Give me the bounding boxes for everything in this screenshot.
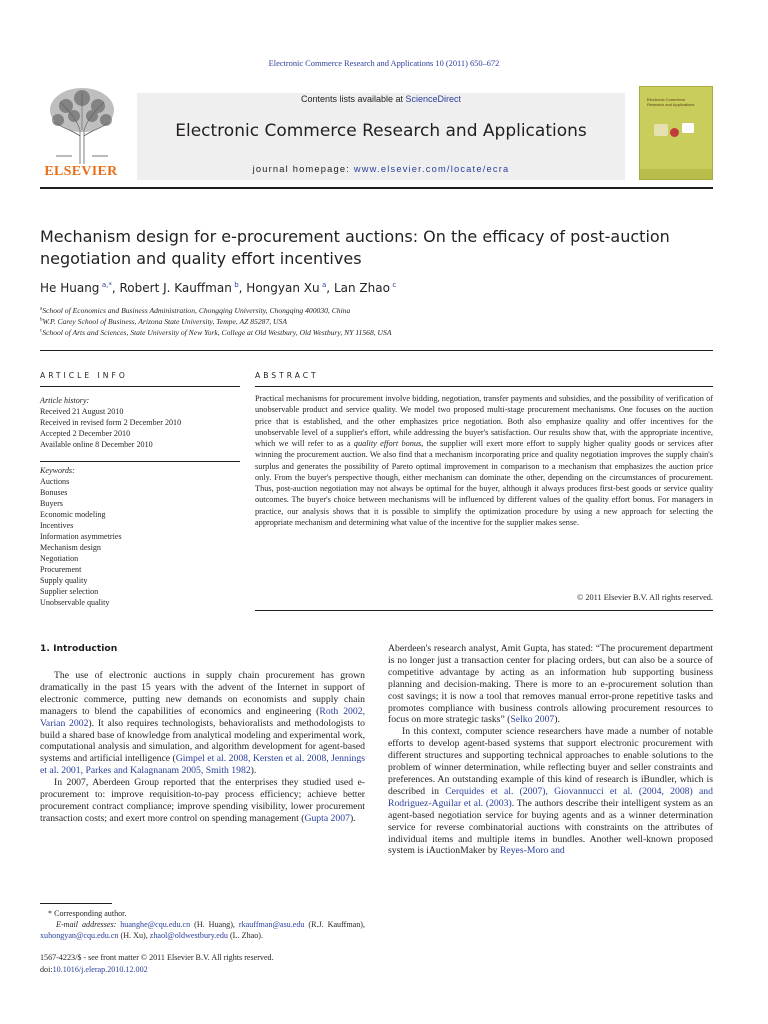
sciencedirect-link[interactable]: ScienceDirect [405, 94, 462, 104]
journal-citation[interactable]: Electronic Commerce Research and Applications 10 (2011) 650–672 [268, 59, 500, 68]
journal-homepage-link[interactable]: www.elsevier.com/locate/ecra [353, 164, 510, 174]
affiliation [40, 306, 720, 315]
keyword: Negotiation [40, 554, 79, 563]
keywords-label: Keywords: [40, 466, 75, 475]
affiliation-text: School of Arts and Sciences, State University of New York, College at Old Westbury, Old Westbury, NY 11568, USA [42, 328, 392, 337]
paragraph: In this context, computer science researchers have made a number of notable efforts to develop agent-based systems that support electronic procurement with different structures and supporting technical approaches to enable solutions to the problem of winner determination, while reflecting buyer and seller constraints and preferences. An outstanding example of this kind of research is iBundler, which is described in Cerquides et al. (2007), Giovannucci et al. (2004, 2008) and Rodriguez-Aguilar et al. (2003). The authors describe their intelligent system as an agent-based negotiation service for buying agents and as a winner determination service for reverse combinatorial auctions with constraints on the attributes of individual items and multiple items in bundles. Another well-known proposed system is iAuctionMaker by Reyes-Moro and [388, 726, 714, 857]
history-item: Accepted 2 December 2010 [40, 429, 131, 438]
keyword: Bonuses [40, 488, 68, 497]
article-info-heading: ARTICLE INFO [40, 371, 128, 380]
affiliation-text: W.P. Carey School of Business, Arizona State University, Tempe, AZ 85287, USA [42, 317, 287, 326]
footnote-rule [40, 903, 112, 904]
journal-name: Electronic Commerce Research and Applications [175, 121, 587, 141]
email-addresses: E-mail addresses: huanghe@cqu.edu.cn (H. Huang), rkauffman@asu.edu (R.J. Kauffman), xuhongyan@cqu.edu.cn (H. Xu), zhaol@oldwestbury.edu (L. Zhao). [40, 920, 365, 940]
citation-link[interactable]: Gupta 2007 [304, 812, 350, 824]
journal-homepage [137, 164, 625, 174]
article-info-rule [40, 386, 240, 387]
keyword: Supply quality [40, 576, 88, 585]
journal-cover-thumbnail[interactable] [639, 86, 713, 180]
keyword: Incentives [40, 521, 74, 530]
abstract-part: , the supplier will exert more effort to supply higher quality goods or services after winning the procurement auction. We also find that a mechanism incorporating price and quality negotiation improves the supply chain's surplus and generates the possibility of Pareto optimal improvement in comparison to a mechanism that emphasizes the auction price only. From the buyer's perspective though, either mechanism can dominate the other, depending on the circumstances of procurement. Thus, post-auction negotiation may not always be optimal for the buyer, although it always produces first-best goods or service quality outcomes. The buyer's choice between mechanisms will be influenced by different values of the quality effort bonus. For managers in practice, our analysis shows that it is possible to simplify the optimization procedure by using a new approach for selecting the appropriate mechanism and determining what value of the incentive for the supplier makes sense. [255, 439, 713, 527]
author-name: He Huang [40, 281, 100, 295]
author-marks[interactable]: c [392, 281, 397, 289]
journal-homepage-prefix: journal homepage: [252, 164, 354, 174]
author-marks[interactable]: a,* [101, 281, 112, 289]
affiliation [40, 317, 720, 326]
author-marks[interactable]: b [234, 281, 239, 289]
footnote [40, 908, 365, 941]
author-name: Hongyan Xu [246, 281, 320, 295]
history-label: Article history: [40, 396, 90, 405]
paragraph: In 2007, Aberdeen Group reported that the enterprises they studied used e-procurement to: improve requisition-to-pay process efficiency; achieve better procurement contract compliance; improve spending visibility, lower procurement transaction costs; and exert more control on spending management (Gupta 2007). [40, 777, 365, 824]
citation-link[interactable]: Roth 2002, Varian 2002 [40, 705, 366, 729]
affiliation-mark: a [40, 306, 43, 312]
abstract-bottom-rule [255, 610, 713, 611]
keywords-rule [40, 461, 240, 462]
citation-link[interactable]: Selko 2007 [510, 714, 555, 726]
keyword: Supplier selection [40, 587, 99, 596]
elsevier-tree-logo [46, 86, 118, 164]
issn-line: 1567-4223/$ - see front matter © 2011 Elsevier B.V. All rights reserved. [40, 953, 274, 962]
section-heading-introduction: 1. Introduction [40, 643, 118, 654]
abstract-copyright: © 2011 Elsevier B.V. All rights reserved. [576, 593, 713, 602]
doi-line: doi:10.1016/j.elerap.2010.12.002 [40, 965, 148, 974]
affiliation [40, 328, 720, 337]
abstract-text [255, 393, 713, 528]
title-line-2: negotiation and quality effort incentives [40, 249, 362, 268]
keyword: Economic modeling [40, 510, 106, 519]
title-block-rule [40, 350, 713, 351]
keyword: Procurement [40, 565, 82, 574]
doi-link[interactable]: 10.1016/j.elerap.2010.12.002 [52, 965, 148, 974]
keyword: Buyers [40, 499, 63, 508]
title-line-1: Mechanism design for e-procurement auctions: On the efficacy of post-auction [40, 227, 670, 246]
keyword: Auctions [40, 477, 70, 486]
author-name: Robert J. Kauffman [119, 281, 232, 295]
citation-link[interactable]: Reyes-Moro and [499, 845, 565, 857]
author-marks[interactable]: a [322, 281, 327, 289]
affiliation-mark: c [40, 328, 43, 334]
affiliation-mark: b [40, 317, 43, 323]
affiliation-text: School of Economics and Business Administration, Chongqing University, Chongqing 400030, China [42, 306, 351, 315]
author-name: Lan Zhao [333, 281, 390, 295]
keywords [40, 465, 240, 608]
contents-prefix: Contents lists available at [300, 94, 406, 104]
abstract-heading: ABSTRACT [255, 371, 319, 380]
email-link[interactable]: xuhongyan@cqu.edu.cn [40, 931, 119, 940]
keyword: Information asymmetries [40, 532, 122, 541]
citation-link[interactable]: Gimpel et al. 2008, Kersten et al. 2008, Jennings et al. 2001, Parkes and Kalagnanam 2005, Smith 1982 [40, 753, 365, 777]
article-history [40, 395, 240, 450]
cover-title: Electronic Commerce Research and Applications [647, 97, 695, 107]
history-item: Available online 8 December 2010 [40, 440, 153, 449]
abstract-italic-term: quality effort bonus [353, 439, 422, 448]
history-item: Received in revised form 2 December 2010 [40, 418, 182, 427]
keyword: Mechanism design [40, 543, 101, 552]
email-label: E-mail addresses: [56, 920, 117, 929]
paragraph: Aberdeen's research analyst, Amit Gupta, has stated: “The procurement department is no longer just a transaction center for placing orders, but can also be a source of competitive advantage by acting as an information hub supporting business planning and decision-making. There is more to an e-procurement solution than cost savings; it is now a tool that removes manual error-prone repetitive tasks and promotes compliance with business controls allowing procurement resources to focus on more strategic tasks” (Selko 2007). [388, 643, 713, 726]
abstract-part: Practical mechanisms for procurement involve bidding, negotiation, transfer payments and subsidies, and the possibility of verification of unobservable product and service quality. We model two proposed multi-stage procurement mechanisms. One focuses on the auction price that is established, and the other emphasizes price negotiation. Both also emphasize quality and offer incentives for the unobservable level of a supplier's effort, while addressing the buyer's satisfaction. Our results show that, with the appropriate incentive, which we will refer to as a [255, 394, 713, 448]
email-link[interactable]: huanghe@cqu.edu.cn [120, 920, 191, 929]
corresponding-author-note: * Corresponding author. [48, 909, 127, 918]
paragraph: The use of electronic auctions in supply chain procurement has grown dramatically in the past 15 years with the advent of the Internet in support of electronic commerce, putting new demands on economists and supply chain managers to blend the capabilities of economics and engineering (Roth 2002, Varian 2002). It also requires technologists, behavioralists and methodologists to build a shared base of knowledge from analytical modeling and experimental work, computational analysis and simulation, and algorithm development for agent-based systems and artificial intelligence (Gimpel et al. 2008, Kersten et al. 2008, Jennings et al. 2001, Parkes and Kalagnanam 2005, Smith 1982). [40, 670, 366, 777]
front-matter [40, 952, 370, 976]
email-link[interactable]: zhaol@oldwestbury.edu [149, 931, 228, 940]
citation-link[interactable]: Cerquides et al. (2007), Giovannucci et al. (2004, 2008) and Rodriguez-Aguilar et al. (2003) [388, 785, 713, 809]
body-column-right [388, 643, 713, 857]
history-item: Received 21 August 2010 [40, 407, 124, 416]
email-link[interactable]: rkauffman@asu.edu [238, 920, 305, 929]
body-column-left [40, 670, 365, 825]
keyword: Unobservable quality [40, 598, 110, 607]
article-title [40, 226, 720, 270]
abstract-top-rule [255, 386, 713, 387]
publisher-logo-text: ELSEVIER [44, 164, 118, 179]
header-rule [40, 187, 713, 189]
contents-line [137, 94, 625, 104]
author-list: He Huang $^{a,*}$, Robert J. Kauffman $^b$, Hongyan Xu $^a$, Lan Zhao $^c$ [40, 281, 397, 295]
